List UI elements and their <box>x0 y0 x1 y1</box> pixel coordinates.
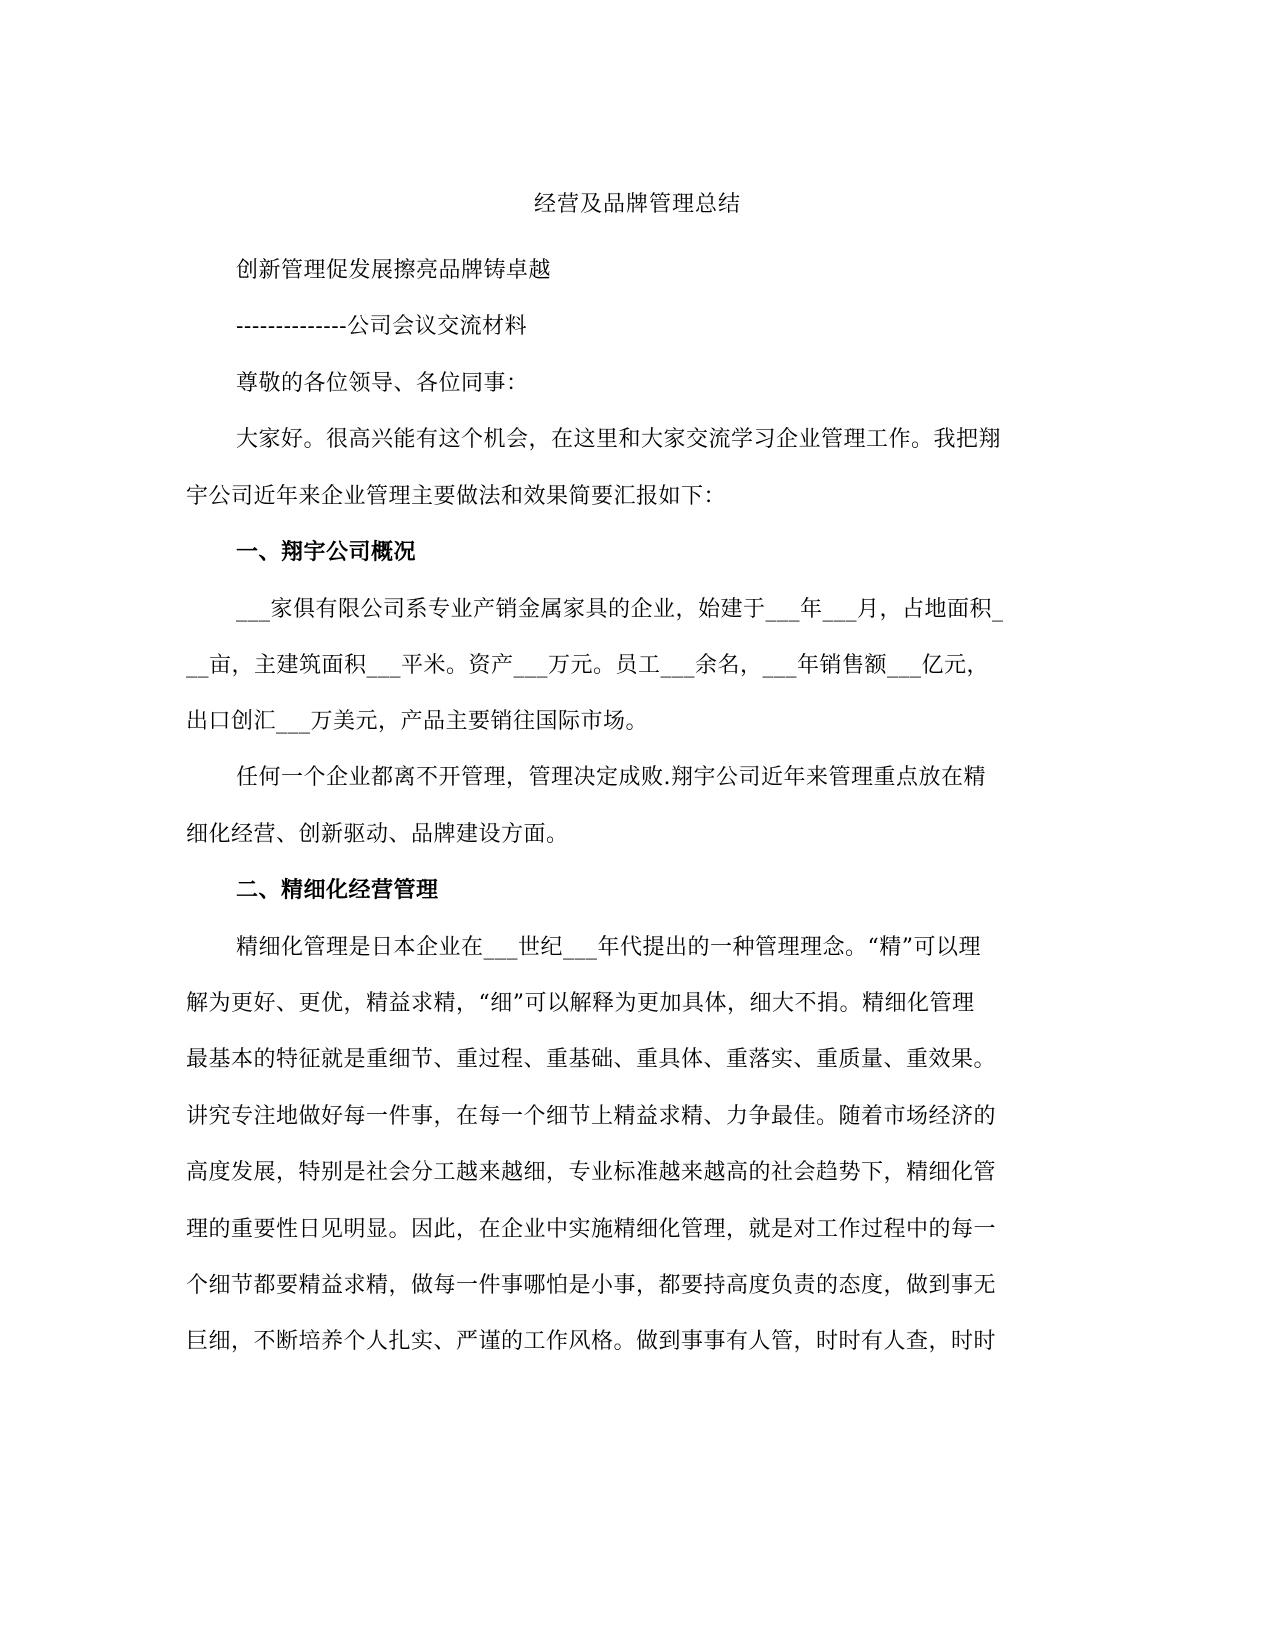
paragraph-line: __亩，主建筑面积___平米。资产___万元。员工___余名，___年销售额___亿元， <box>186 653 990 678</box>
paragraph-line: 精细化管理是日本企业在___世纪___年代提出的一种管理理念。“精”可以理 <box>236 935 981 960</box>
paragraph-line: 巨细，不断培养个人扎实、严谨的工作风格。做到事事有人管，时时有人查，时时 <box>186 1329 997 1354</box>
paragraph-line: 解为更好、更优，精益求精，“细”可以解释为更加具体，细大不捐。精细化管理 <box>186 991 975 1016</box>
paragraph-line: 细化经营、创新驱动、品牌建设方面。 <box>186 822 569 847</box>
document-subtitle: 创新管理促发展擦亮品牌铸卓越 <box>236 258 552 283</box>
paragraph-line: 高度发展，特别是社会分工越来越细，专业标准越来越高的社会趋势下，精细化管 <box>186 1160 997 1185</box>
intro-line: 宇公司近年来企业管理主要做法和效果简要汇报如下： <box>186 484 727 509</box>
paragraph-line: 理的重要性日见明显。因此，在企业中实施精细化管理，就是对工作过程中的每一 <box>186 1217 997 1242</box>
paragraph-line: 最基本的特征就是重细节、重过程、重基础、重具体、重落实、重质量、重效果。 <box>186 1047 997 1072</box>
intro-line: 大家好。很高兴能有这个机会，在这里和大家交流学习企业管理工作。我把翔 <box>236 427 1002 452</box>
paragraph-line: 讲究专注地做好每一件事，在每一个细节上精益求精、力争最佳。随着市场经济的 <box>186 1104 997 1129</box>
greeting: 尊敬的各位领导、各位同事： <box>236 371 529 396</box>
paragraph-line: 出口创汇___万美元，产品主要销往国际市场。 <box>186 709 649 734</box>
document-title: 经营及品牌管理总结 <box>533 192 741 217</box>
paragraph-line: ___家俱有限公司系专业产销金属家具的企业，始建于___年___月，占地面积_ <box>236 597 1004 622</box>
source-line: --------------公司会议交流材料 <box>236 314 528 339</box>
paragraph-line: 任何一个企业都离不开管理，管理决定成败.翔宇公司近年来管理重点放在精 <box>236 765 986 790</box>
section-heading: 一、翔宇公司概况 <box>236 540 417 565</box>
paragraph-line: 个细节都要精益求精，做每一件事哪怕是小事，都要持高度负责的态度，做到事无 <box>186 1273 997 1298</box>
section-heading: 二、精细化经营管理 <box>236 878 439 903</box>
